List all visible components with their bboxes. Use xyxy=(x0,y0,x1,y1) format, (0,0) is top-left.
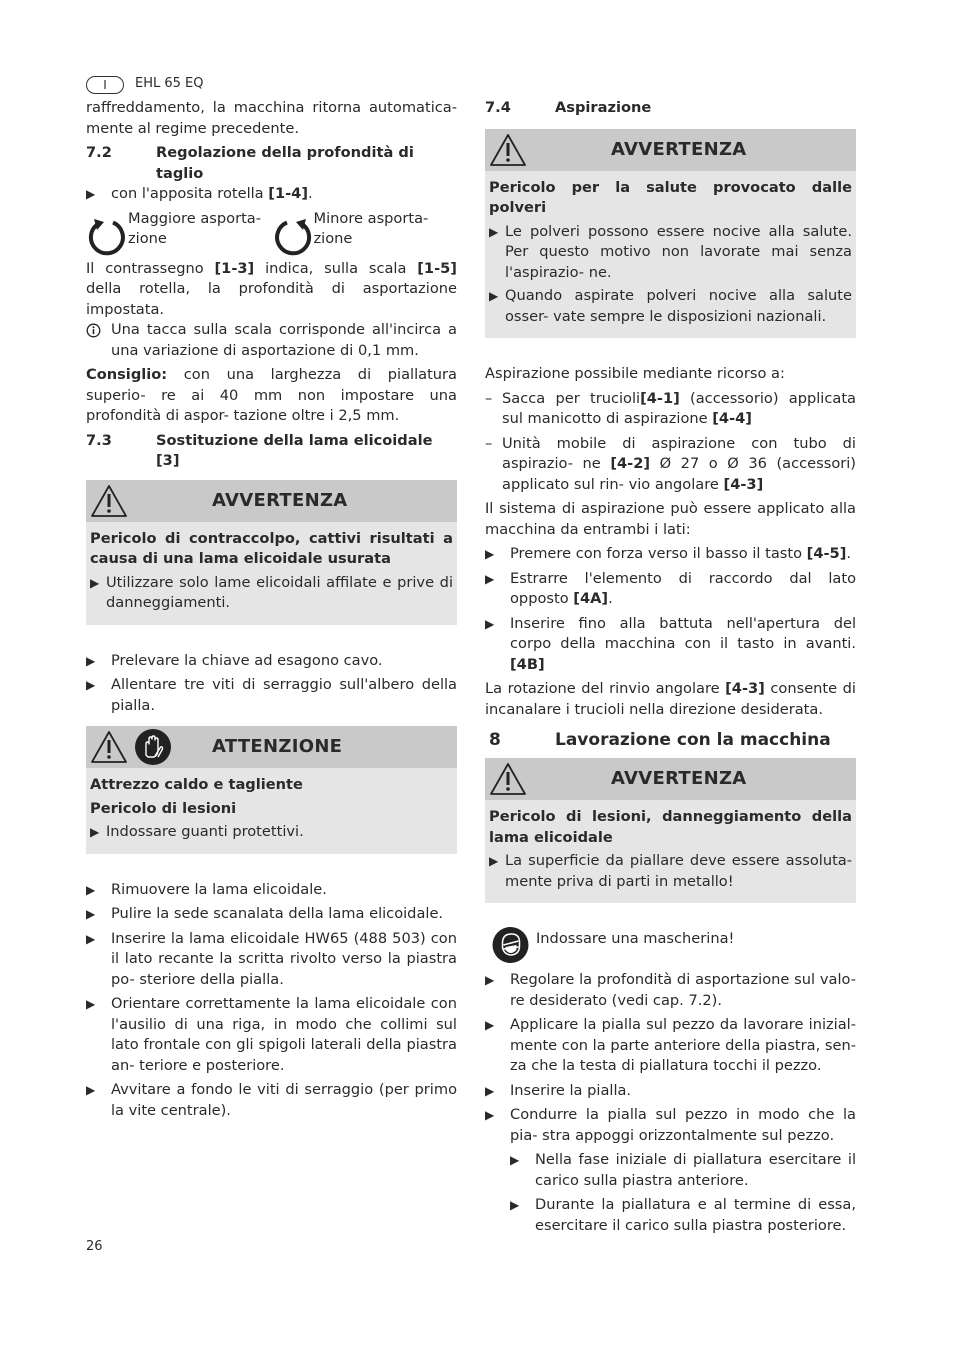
warning-box: AVVERTENZA Pericolo di lesioni, danneggiamento della lama elicoidale ▶ La superficie da piallare deve essere assoluta- mente priva di parti in metallo! xyxy=(485,758,856,903)
list-item: ▶ Allentare tre viti di serraggio sull'albero della pialla. xyxy=(86,675,457,716)
section-7-4-heading: 7.4 Aspirazione xyxy=(485,99,652,116)
warning-triangle-icon xyxy=(489,762,527,796)
sub-list-item: ▶ Durante la piallatura e al termine di essa, esercitare il carico sulla piastra posteriore. xyxy=(510,1195,856,1236)
bullet-arrow-icon: ▶ xyxy=(86,653,96,668)
warning-triangle-icon xyxy=(90,484,128,518)
left-column xyxy=(86,98,457,1125)
list-item: – Unità mobile di aspirazione con tubo di aspirazio- ne [4-2] Ø 27 o Ø 36 (accessori) applicato sul rin- vio angolare [4-3] xyxy=(485,434,856,493)
list-item: – Sacca per trucioli[4-1] (accessorio) applicata sul manicotto di aspirazione [4-4] xyxy=(485,389,856,427)
bullet-arrow-icon: ▶ xyxy=(485,616,495,631)
bullet-arrow-icon: ▶ xyxy=(86,187,96,201)
rotation-plus: Maggiore asporta- zione xyxy=(86,209,272,257)
warning-title: AVVERTENZA xyxy=(611,138,747,160)
list-item: ▶ con l'apposita rotella [1-4]. xyxy=(86,184,457,205)
bullet-arrow-icon: ▶ xyxy=(485,973,495,987)
system-paragraph: Il sistema di aspirazione può essere applicato alla macchina da entrambi i lati: xyxy=(485,500,856,538)
info-note: Una tacca sulla scala corrisponde all'incirca a una variazione di asportazione di 0,1 mm. xyxy=(86,320,457,361)
list-item: ▶ Utilizzare solo lame elicoidali affilate e prive di danneggiamenti. xyxy=(90,573,453,614)
bullet-arrow-icon: ▶ xyxy=(86,931,96,946)
warning-triangle-icon xyxy=(90,730,128,764)
gloves-icon xyxy=(134,728,172,766)
section-title: Regolazione della profondità di taglio xyxy=(156,144,414,182)
list-item: ▶ Estrarre l'elemento di raccordo dal lato opposto [4A]. xyxy=(485,569,856,610)
section-8-heading: 8 Lavorazione con la macchina xyxy=(489,730,831,750)
list-item: ▶ La superficie da piallare deve essere assoluta- mente priva di parti in metallo! xyxy=(489,851,852,892)
bullet-arrow-icon: ▶ xyxy=(86,997,96,1011)
caution-box: ATTENZIONE Attrezzo caldo e tagliente Pericolo di lesioni ▶ Indossare guanti protettivi. xyxy=(86,726,457,854)
caution-title: ATTENZIONE xyxy=(212,736,343,757)
intro-paragraph: raffreddamento, la macchina ritorna automatica- mente al regime precedente. xyxy=(86,99,457,137)
right-column xyxy=(485,98,856,1240)
bullet-arrow-icon: ▶ xyxy=(489,854,499,868)
bullet-arrow-icon: ▶ xyxy=(485,1108,495,1122)
page-number: 26 xyxy=(86,1239,103,1254)
list-item: ▶ Premere con forza verso il basso il tasto [4-5]. xyxy=(485,544,856,565)
warning-title: AVVERTENZA xyxy=(212,489,348,511)
bullet-arrow-icon: ▶ xyxy=(489,224,499,239)
bullet-arrow-icon: ▶ xyxy=(90,575,100,590)
bullet-arrow-icon: ▶ xyxy=(485,1018,495,1032)
list-item: ▶ Quando aspirate polveri nocive alla salute osser- vate sempre le disposizioni nazionali. xyxy=(489,286,852,327)
section-7-2-heading xyxy=(86,143,457,184)
warning-subtitle: Pericolo di contraccolpo, cattivi risultati a causa di una lama elicoidale usurata xyxy=(90,529,453,567)
scale-paragraph: Il contrassegno [1-3] indica, sulla scala [1-5] della rotella, la profondità di asportazione impostata. xyxy=(86,259,457,318)
warning-triangle-icon xyxy=(489,133,527,167)
list-item: ▶ Prelevare la chiave ad esagono cavo. xyxy=(86,651,457,672)
list-item: ▶ Regolare la profondità di asportazione sul valo- re desiderato (vedi cap. 7.2). xyxy=(485,970,856,1011)
language-badge: I xyxy=(86,76,124,94)
rotate-counterclockwise-icon xyxy=(272,217,314,257)
list-item: ▶ Indossare guanti protettivi. xyxy=(90,822,453,843)
bullet-arrow-icon: ▶ xyxy=(485,1083,495,1098)
section-number: 7.2 xyxy=(86,144,112,161)
rotation-legend xyxy=(86,209,457,257)
figure-ref: [1-4] xyxy=(268,185,308,202)
model-name: EHL 65 EQ xyxy=(135,76,204,91)
list-item: ▶ Le polveri possono essere nocive alla salute. Per questo motivo non lavorate mai senza l'aspirazio- ne. xyxy=(489,222,852,284)
list-item: ▶ Rimuovere la lama elicoidale. xyxy=(86,880,457,901)
rotate-clockwise-icon xyxy=(86,217,128,257)
mask-note: Indossare una mascherina! xyxy=(485,929,856,964)
rotation-minus: Minore asporta- zione xyxy=(272,209,458,257)
bullet-arrow-icon: ▶ xyxy=(86,907,96,921)
bullet-arrow-icon: ▶ xyxy=(86,1083,96,1097)
bullet-arrow-icon: ▶ xyxy=(86,882,96,897)
bullet-arrow-icon: ▶ xyxy=(90,825,100,839)
bullet-arrow-icon: ▶ xyxy=(510,1198,520,1212)
aspiration-intro: Aspirazione possibile mediante ricorso a: xyxy=(485,365,785,382)
list-item: ▶ Condurre la pialla sul pezzo in modo che la pia- stra appoggi orizzontalmente sul pezzo. xyxy=(485,1105,856,1146)
bullet-arrow-icon: ▶ xyxy=(489,289,499,303)
bullet-arrow-icon: ▶ xyxy=(510,1153,520,1167)
bullet-arrow-icon: ▶ xyxy=(86,678,96,692)
list-item: ▶ Applicare la pialla sul pezzo da lavorare inizial- mente con la parte anteriore della piastra, sen- za che la testa di piallatura tocchi il pezzo. xyxy=(485,1015,856,1077)
warning-box: AVVERTENZA Pericolo per la salute provocato dalle polveri ▶ Le polveri possono essere nocive alla salute. Per questo motivo non lavorate mai senza l'aspirazio- ne. ▶ Quando aspirate polveri nocive alla salute osser- vate sempre le disposizioni nazionali. xyxy=(485,129,856,339)
list-item: ▶ Pulire la sede scanalata della lama elicoidale. xyxy=(86,904,457,925)
list-item: ▶ Inserire la lama elicoidale HW65 (488 503) con il lato recante la scritta rivolto verso la piastra po- steriore della pialla. xyxy=(86,929,457,991)
list-item: ▶ Orientare correttamente la lama elicoidale con l'ausilio di una riga, in modo che collimi sul lato frontale con gli spigoli laterali della piastra an- teriore e posteriore. xyxy=(86,994,457,1076)
rotation-paragraph: La rotazione del rinvio angolare [4-3] consente di incanalare i trucioli nella direzione desiderata. xyxy=(485,680,856,718)
warning-title: AVVERTENZA xyxy=(611,768,747,789)
list-item: ▶ Inserire la pialla. xyxy=(485,1081,856,1102)
sub-list-item: ▶ Nella fase iniziale di piallatura esercitare il carico sulla piastra anteriore. xyxy=(510,1150,856,1191)
tip-paragraph: Consiglio: con una larghezza di piallatura superio- re ai 40 mm non impostare una profondità di aspor- tazione oltre i 2,5 mm. xyxy=(86,366,457,424)
bullet-arrow-icon: ▶ xyxy=(485,571,495,586)
dust-mask-icon xyxy=(485,926,536,964)
bullet-arrow-icon: ▶ xyxy=(485,547,495,561)
warning-box xyxy=(86,480,457,625)
list-item: ▶ Inserire fino alla battuta nell'apertura del corpo della macchina con il tasto in avanti. [4B] xyxy=(485,614,856,676)
section-7-3-heading: 7.3 Sostituzione della lama elicoidale [3] xyxy=(86,431,433,469)
info-icon xyxy=(86,323,101,338)
list-item: ▶ Avvitare a fondo le viti di serraggio (per primo la vite centrale). xyxy=(86,1080,457,1121)
